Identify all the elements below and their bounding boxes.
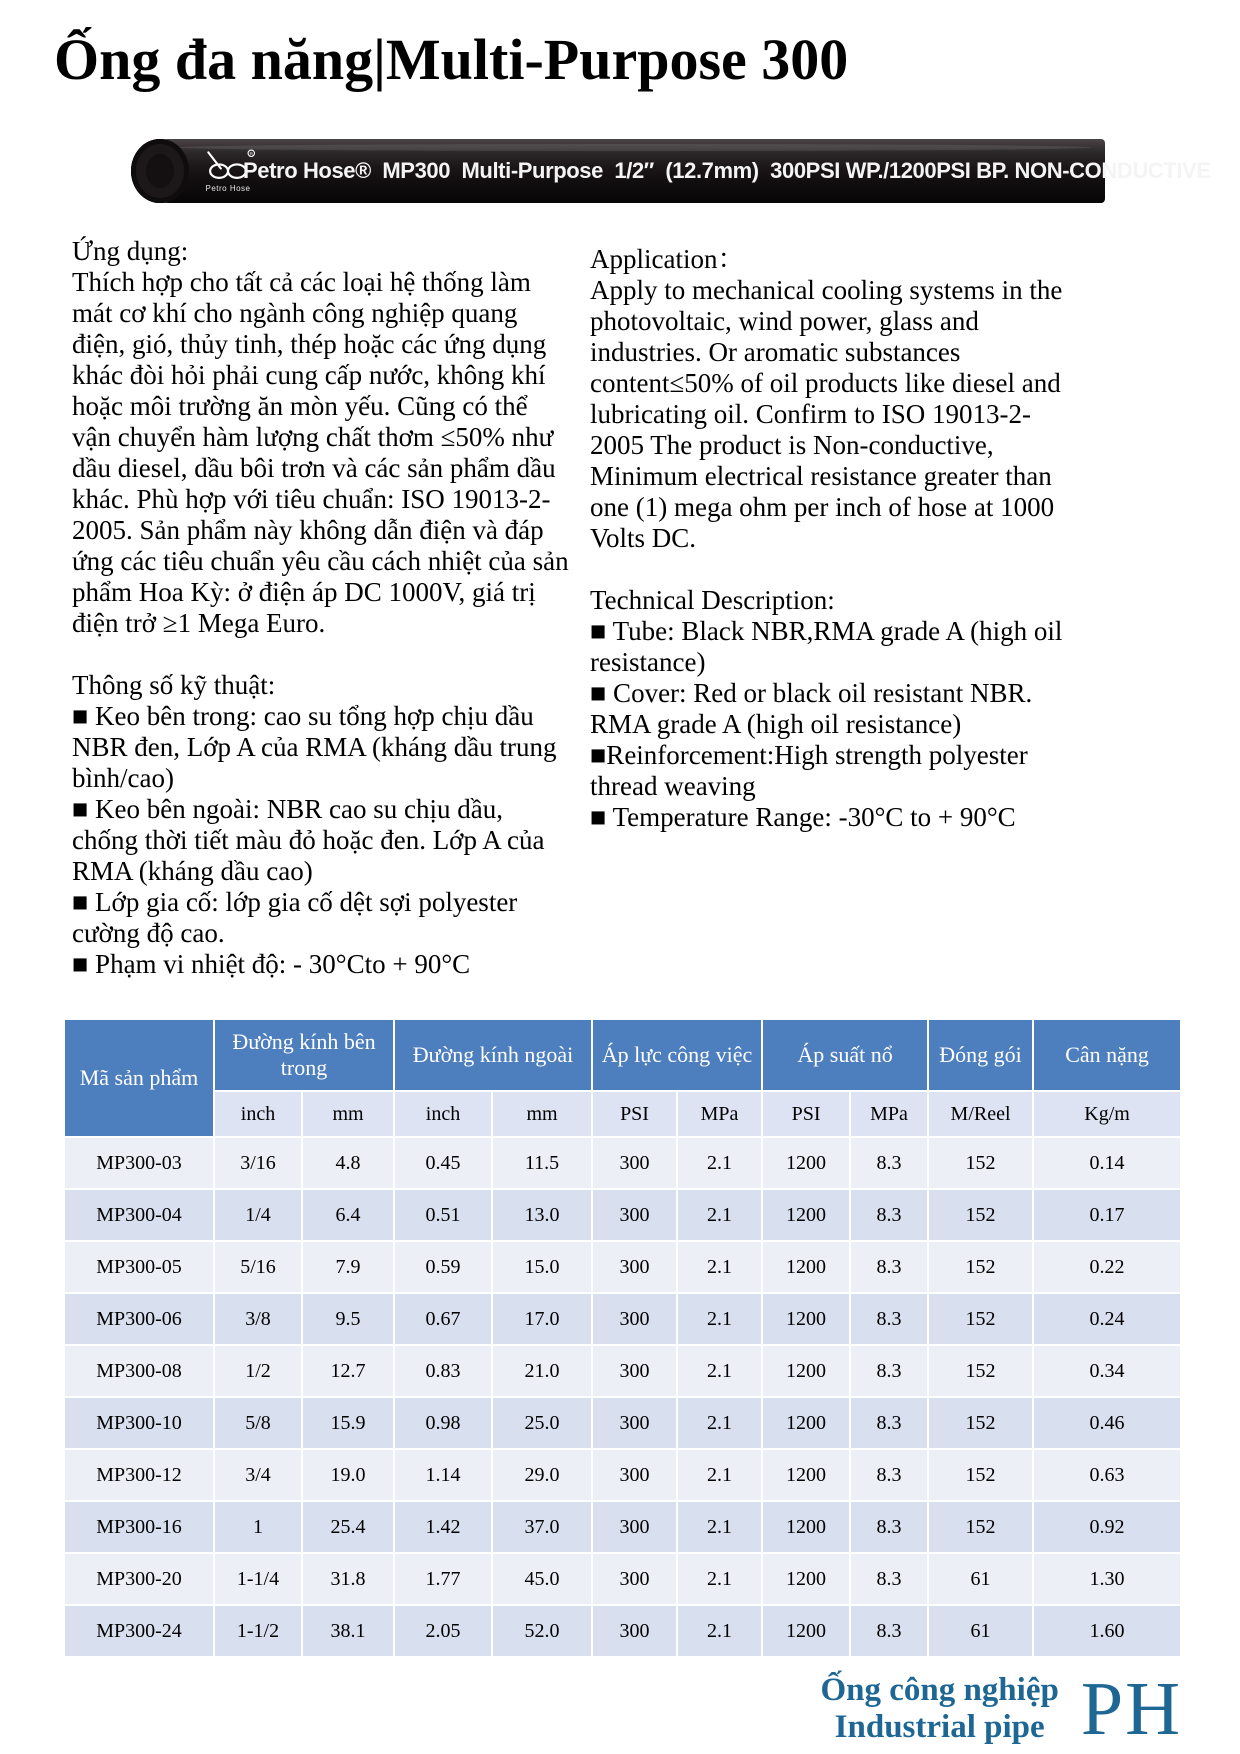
spec-value-cell: 3/16 <box>214 1137 302 1189</box>
en-application-heading: Application： <box>590 244 745 274</box>
spec-value-cell: 1.30 <box>1033 1553 1181 1605</box>
vi-specs-list <box>72 701 569 980</box>
col-header-inner-diameter: Đường kính bên trong <box>214 1019 394 1091</box>
table-row <box>64 1553 1181 1605</box>
spec-value-cell: 0.98 <box>394 1397 492 1449</box>
spec-value-cell: 2.1 <box>677 1553 762 1605</box>
spec-value-cell: 1200 <box>762 1449 850 1501</box>
vi-application-heading: Ứng dụng: <box>72 236 189 266</box>
spec-value-cell: 37.0 <box>492 1501 592 1553</box>
table-row <box>64 1345 1181 1397</box>
vi-application-body: Thích hợp cho tất cả các loại hệ thống làm mát cơ khí cho ngành công nghiệp quang điện, gió, thủy tinh, thép hoặc các ứng dụng khác đòi hỏi phải cung cấp nước, không khí hoặc môi trường ăn mòn yếu. Cũng có thể vận chuyển hàm lượng chất thơm ≤50% như dầu diesel, dầu bôi trơn và các sản phẩm dầu khác. Phù hợp với tiêu chuẩn: ISO 19013-2-2005. Sản phẩm này không dẫn điện và đáp ứng các tiêu chuẩn yêu cầu cách nhiệt của sản phẩm Hoa Kỳ: ở điện áp DC 1000V, giá trị điện trở ≥1 Mega Euro. <box>72 267 569 638</box>
subheader-psi: PSI <box>762 1091 850 1137</box>
spec-bullet-item: ■ Lớp gia cố: lớp gia cố dệt sợi polyester cường độ cao. <box>72 887 518 948</box>
spec-value-cell: 1.14 <box>394 1449 492 1501</box>
spec-value-cell: 1.42 <box>394 1501 492 1553</box>
product-code-cell: MP300-06 <box>64 1293 214 1345</box>
spec-value-cell: 152 <box>928 1137 1033 1189</box>
spec-value-cell: 1/2 <box>214 1345 302 1397</box>
spec-value-cell: 300 <box>592 1605 677 1657</box>
subheader-mm: mm <box>302 1091 394 1137</box>
spec-bullet-item: ■ Keo bên trong: cao su tổng hợp chịu dầu NBR đen, Lớp A của RMA (kháng dầu trung bình/cao) <box>72 701 557 793</box>
spec-table-body <box>64 1137 1181 1657</box>
spec-value-cell: 152 <box>928 1345 1033 1397</box>
spec-value-cell: 152 <box>928 1241 1033 1293</box>
spec-value-cell: 0.92 <box>1033 1501 1181 1553</box>
spec-value-cell: 38.1 <box>302 1605 394 1657</box>
subheader-psi: PSI <box>592 1091 677 1137</box>
spec-value-cell: 2.1 <box>677 1137 762 1189</box>
spec-value-cell: 8.3 <box>850 1605 928 1657</box>
spec-value-cell: 300 <box>592 1501 677 1553</box>
spec-value-cell: 152 <box>928 1397 1033 1449</box>
spec-value-cell: 15.0 <box>492 1241 592 1293</box>
table-subheader-row <box>64 1091 1181 1137</box>
spec-value-cell: 1200 <box>762 1397 850 1449</box>
col-header-working-pressure: Áp lực công việc <box>592 1019 762 1091</box>
table-row <box>64 1501 1181 1553</box>
col-header-outer-diameter: Đường kính ngoài <box>394 1019 592 1091</box>
spec-value-cell: 8.3 <box>850 1397 928 1449</box>
spec-value-cell: 8.3 <box>850 1553 928 1605</box>
spec-value-cell: 1200 <box>762 1189 850 1241</box>
spec-value-cell: 0.14 <box>1033 1137 1181 1189</box>
subheader-inch: inch <box>394 1091 492 1137</box>
table-row <box>64 1605 1181 1657</box>
spec-value-cell: 0.46 <box>1033 1397 1181 1449</box>
spec-value-cell: 8.3 <box>850 1293 928 1345</box>
hose-endcap <box>131 139 189 203</box>
spec-value-cell: 300 <box>592 1137 677 1189</box>
product-code-cell: MP300-10 <box>64 1397 214 1449</box>
col-header-product-code: Mã sản phẩm <box>64 1019 214 1137</box>
product-code-cell: MP300-04 <box>64 1189 214 1241</box>
logo-caption: Petro Hose <box>205 184 251 193</box>
spec-value-cell: 152 <box>928 1501 1033 1553</box>
spec-value-cell: 300 <box>592 1553 677 1605</box>
spec-value-cell: 31.8 <box>302 1553 394 1605</box>
spec-value-cell: 17.0 <box>492 1293 592 1345</box>
spec-value-cell: 8.3 <box>850 1189 928 1241</box>
product-code-cell: MP300-12 <box>64 1449 214 1501</box>
product-code-cell: MP300-08 <box>64 1345 214 1397</box>
spec-value-cell: 2.1 <box>677 1345 762 1397</box>
spec-bullet-item: ■Reinforcement:High strength polyester thread weaving <box>590 740 1028 801</box>
spec-value-cell: 45.0 <box>492 1553 592 1605</box>
spec-value-cell: 2.1 <box>677 1501 762 1553</box>
subheader-mm: mm <box>492 1091 592 1137</box>
spec-value-cell: 2.1 <box>677 1241 762 1293</box>
spec-value-cell: 29.0 <box>492 1449 592 1501</box>
spec-value-cell: 1200 <box>762 1241 850 1293</box>
spec-value-cell: 3/8 <box>214 1293 302 1345</box>
spec-value-cell: 0.59 <box>394 1241 492 1293</box>
table-row <box>64 1189 1181 1241</box>
spec-value-cell: 1/4 <box>214 1189 302 1241</box>
footer-ph-logo: PH <box>1080 1667 1182 1751</box>
table-row <box>64 1449 1181 1501</box>
spec-value-cell: 25.0 <box>492 1397 592 1449</box>
spec-value-cell: 9.5 <box>302 1293 394 1345</box>
spec-value-cell: 11.5 <box>492 1137 592 1189</box>
spec-value-cell: 300 <box>592 1189 677 1241</box>
product-code-cell: MP300-05 <box>64 1241 214 1293</box>
spec-value-cell: 0.34 <box>1033 1345 1181 1397</box>
spec-value-cell: 1200 <box>762 1137 850 1189</box>
spec-value-cell: 2.1 <box>677 1605 762 1657</box>
spec-table-container <box>63 1018 1180 1658</box>
vi-specs-heading: Thông số kỹ thuật: <box>72 670 276 700</box>
svg-text:R: R <box>249 152 254 158</box>
spec-value-cell: 21.0 <box>492 1345 592 1397</box>
spec-value-cell: 1200 <box>762 1553 850 1605</box>
spec-value-cell: 61 <box>928 1605 1033 1657</box>
spec-value-cell: 1200 <box>762 1345 850 1397</box>
product-code-cell: MP300-20 <box>64 1553 214 1605</box>
spec-value-cell: 8.3 <box>850 1345 928 1397</box>
spec-value-cell: 7.9 <box>302 1241 394 1293</box>
spec-value-cell: 2.1 <box>677 1449 762 1501</box>
spec-value-cell: 8.3 <box>850 1137 928 1189</box>
spec-value-cell: 3/4 <box>214 1449 302 1501</box>
spec-bullet-item: ■ Temperature Range: -30°C to + 90°C <box>590 802 1016 832</box>
spec-value-cell: 152 <box>928 1189 1033 1241</box>
spec-value-cell: 2.1 <box>677 1189 762 1241</box>
subheader-kgm: Kg/m <box>1033 1091 1181 1137</box>
spec-value-cell: 8.3 <box>850 1241 928 1293</box>
spec-bullet-item: ■ Keo bên ngoài: NBR cao su chịu dầu, chống thời tiết màu đỏ hoặc đen. Lớp A của RMA (kháng dầu cao) <box>72 794 545 886</box>
spec-value-cell: 0.63 <box>1033 1449 1181 1501</box>
spec-value-cell: 4.8 <box>302 1137 394 1189</box>
footer-brand <box>820 1667 1182 1751</box>
hose-print-label: Petro Hose® MP300 Multi-Purpose 1/2″ (12.7mm) 300PSI WP./1200PSI BP. NON-CONDUCTIVE <box>243 158 1211 183</box>
table-row <box>64 1397 1181 1449</box>
spec-value-cell: 15.9 <box>302 1397 394 1449</box>
col-header-weight: Cân nặng <box>1033 1019 1181 1091</box>
subheader-mpa: MPa <box>677 1091 762 1137</box>
footer-brand-line2: Industrial pipe <box>834 1709 1045 1745</box>
en-specs-list <box>590 616 1082 833</box>
spec-value-cell: 0.45 <box>394 1137 492 1189</box>
spec-value-cell: 12.7 <box>302 1345 394 1397</box>
subheader-mreel: M/Reel <box>928 1091 1033 1137</box>
table-group-header-row <box>64 1019 1181 1091</box>
spec-bullet-item: ■ Cover: Red or black oil resistant NBR. RMA grade A (high oil resistance) <box>590 678 1033 739</box>
en-specs-heading: Technical Description: <box>590 585 835 615</box>
spec-value-cell: 61 <box>928 1553 1033 1605</box>
spec-value-cell: 1-1/2 <box>214 1605 302 1657</box>
spec-value-cell: 6.4 <box>302 1189 394 1241</box>
spec-value-cell: 300 <box>592 1345 677 1397</box>
subheader-mpa: MPa <box>850 1091 928 1137</box>
page-title: Ống đa năng|Multi-Purpose 300 <box>54 27 849 92</box>
spec-value-cell: 0.83 <box>394 1345 492 1397</box>
spec-value-cell: 2.05 <box>394 1605 492 1657</box>
product-code-cell: MP300-03 <box>64 1137 214 1189</box>
spec-value-cell: 8.3 <box>850 1501 928 1553</box>
spec-value-cell: 1200 <box>762 1293 850 1345</box>
spec-value-cell: 1.60 <box>1033 1605 1181 1657</box>
table-row <box>64 1137 1181 1189</box>
spec-value-cell: 19.0 <box>302 1449 394 1501</box>
spec-value-cell: 0.24 <box>1033 1293 1181 1345</box>
table-row <box>64 1293 1181 1345</box>
spec-value-cell: 1.77 <box>394 1553 492 1605</box>
spec-value-cell: 8.3 <box>850 1449 928 1501</box>
english-column <box>590 244 1082 833</box>
spec-value-cell: 1-1/4 <box>214 1553 302 1605</box>
spec-value-cell: 1 <box>214 1501 302 1553</box>
spec-value-cell: 300 <box>592 1397 677 1449</box>
table-row <box>64 1241 1181 1293</box>
footer-brand-text <box>820 1672 1058 1746</box>
spec-value-cell: 152 <box>928 1449 1033 1501</box>
spec-value-cell: 52.0 <box>492 1605 592 1657</box>
spec-value-cell: 13.0 <box>492 1189 592 1241</box>
spec-value-cell: 5/8 <box>214 1397 302 1449</box>
spec-value-cell: 300 <box>592 1241 677 1293</box>
spec-value-cell: 2.1 <box>677 1397 762 1449</box>
footer-brand-line1: Ống công nghiệp <box>820 1672 1059 1708</box>
spec-value-cell: 300 <box>592 1293 677 1345</box>
spec-value-cell: 2.1 <box>677 1293 762 1345</box>
spec-value-cell: 1200 <box>762 1605 850 1657</box>
product-code-cell: MP300-24 <box>64 1605 214 1657</box>
en-application-body: Apply to mechanical cooling systems in the photovoltaic, wind power, glass and industries. Or aromatic substances content≤50% of oil products like diesel and lubricating oil. Confirm to ISO 19013-2-2005 The product is Non-conductive, Minimum electrical resistance greater than one (1) mega ohm per inch of hose at 1000 Volts DC. <box>590 275 1063 553</box>
col-header-burst-pressure: Áp suất nổ <box>762 1019 928 1091</box>
spec-value-cell: 0.17 <box>1033 1189 1181 1241</box>
spec-value-cell: 152 <box>928 1293 1033 1345</box>
spec-table <box>63 1018 1182 1658</box>
spec-value-cell: 300 <box>592 1449 677 1501</box>
col-header-packing: Đóng gói <box>928 1019 1033 1091</box>
spec-value-cell: 25.4 <box>302 1501 394 1553</box>
spec-value-cell: 0.51 <box>394 1189 492 1241</box>
spec-bullet-item: ■ Tube: Black NBR,RMA grade A (high oil resistance) <box>590 616 1063 677</box>
spec-value-cell: 0.67 <box>394 1293 492 1345</box>
vietnamese-column <box>72 236 569 980</box>
product-code-cell: MP300-16 <box>64 1501 214 1553</box>
hose-product-image <box>137 139 1211 203</box>
subheader-inch: inch <box>214 1091 302 1137</box>
spec-bullet-item: ■ Phạm vi nhiệt độ: - 30°Cto + 90°C <box>72 949 471 979</box>
spec-value-cell: 5/16 <box>214 1241 302 1293</box>
spec-value-cell: 0.22 <box>1033 1241 1181 1293</box>
spec-value-cell: 1200 <box>762 1501 850 1553</box>
